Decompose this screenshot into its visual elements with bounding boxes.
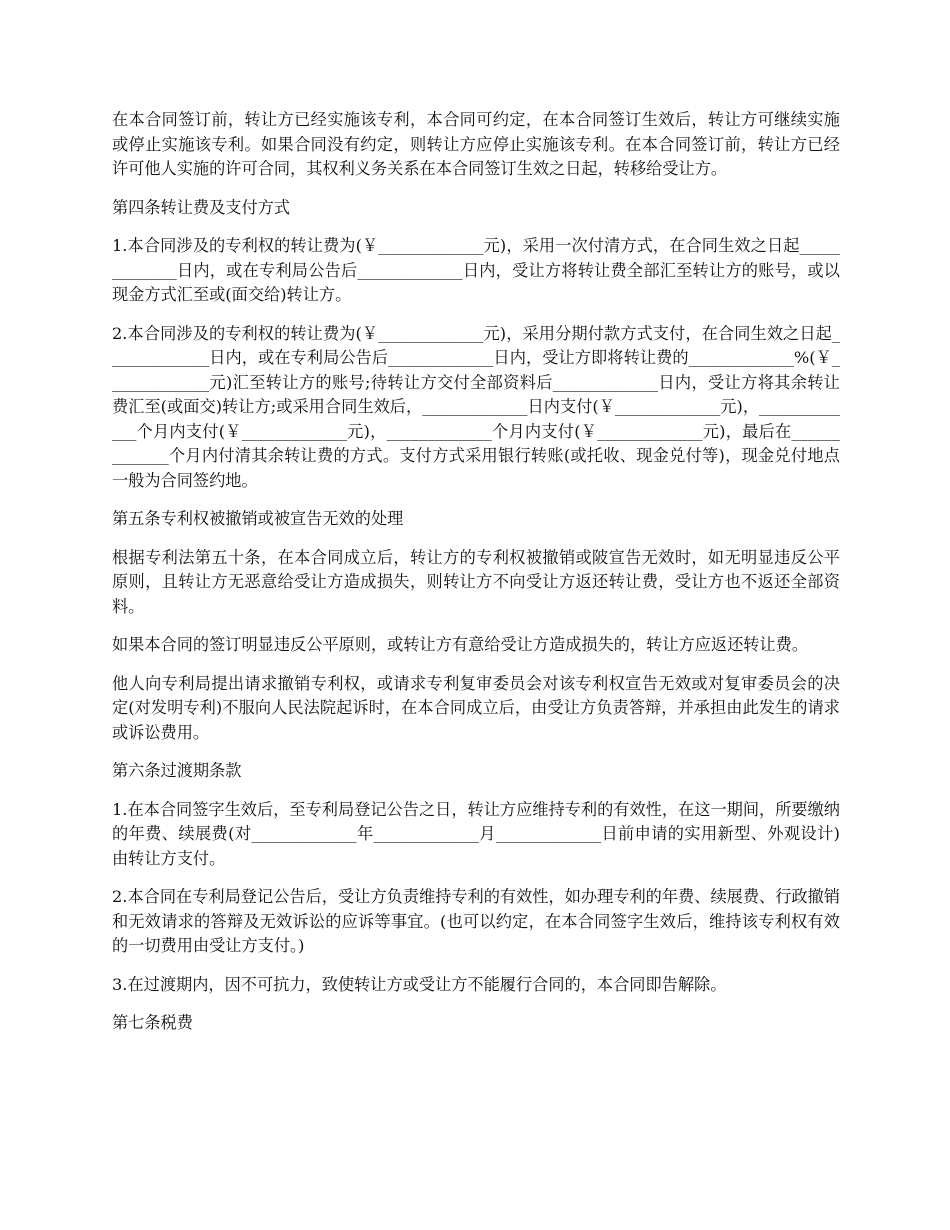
paragraph-lump-sum-payment: 1.本合同涉及的专利权的转让费为(￥_____________元)，采用一次付清方式，在合同生效之日起_____________日内，或在专利局公告后_____________日内，受让方将转让费全部汇至转让方的账号，或以现金方式汇至或(面交给)转让方。 <box>112 236 840 304</box>
paragraph-transition-maintenance: 1.在本合同签字生效后，至专利局登记公告之日，转让方应维持专利的有效性，在这一期间，所要缴纳的年费、续展费(对_____________年_____________月_____________日前申请的实用新型、外观设计)由转让方支付。 <box>112 799 840 868</box>
paragraph-fee-return: 如果本合同的签订明显违反公平原则，或转让方有意给受让方造成损失的，转让方应返还转让费。 <box>112 635 809 654</box>
paragraph-patent-invalidation: 根据专利法第五十条，在本合同成立后，转让方的专利权被撤销或陂宣告无效时，如无明显违反公平原则，且转让方无恶意给受让方造成损失，则转让方不向受让方返还转让费，受让方也不返还全部资料。 <box>112 547 840 616</box>
document-page <box>112 108 840 1050</box>
paragraph-installment-payment: 2.本合同涉及的专利权的转让费为(￥_____________元)，采用分期付款方式支付，在合同生效之日起_____________日内，或在专利局公告后_____________日内，受让方即将转让费的_____________%(￥_____________元)汇至转让方的账号;待转让方交付全部资料后_____________日内，受让方将其余转让费汇至(或面交)转让方;或采用合同生效后，_____________日内支付(￥_____________元)，_____________个月内支付(￥_____________元)，_____________个月内支付(￥_____________元)，最后在_____________个月内付清其余转让费的方式。支付方式采用银行转账(或托收、现金兑付等)，现金兑付地点一般为合同签约地。 <box>112 323 840 490</box>
paragraph-force-majeure: 3.在过渡期内，因不可抗力，致使转让方或受让方不能履行合同的，本合同即告解除。 <box>112 974 727 994</box>
paragraph-third-party-challenge: 他人向专利局提出请求撤销专利权，或请求专利复审委员会对该专利权宣告无效或对复审委员会的决定(对发明专利)不服向人民法院起诉时，在本合同成立后，由受让方负责答辩，并承担由此发生的请求或诉讼费用。 <box>112 673 840 742</box>
paragraph-implementation-before-signing: 在本合同签订前，转让方已经实施该专利，本合同可约定，在本合同签订生效后，转让方可继续实施或停止实施该专利。如果合同没有约定，则转让方应停止实施该专利。在本合同签订前，转让方已经许可他人实施的许可合同，其权利义务关系在本合同签订生效之日起，转移给受让方。 <box>112 110 840 178</box>
section-heading-article-4: 第四条转让费及支付方式 <box>112 197 291 217</box>
paragraph-post-announcement: 2.本合同在专利局登记公告后，受让方负责维持专利的有效性，如办理专利的年费、续展费、行政撤销和无效请求的答辩及无效诉讼的应诉等事宜。(也可以约定，在本合同签字生效后，维持该专利权有效的一切费用由受让方支付。) <box>112 887 840 955</box>
section-heading-article-7: 第七条税费 <box>112 1013 193 1032</box>
section-heading-article-5: 第五条专利权被撤销或被宣告无效的处理 <box>112 509 404 528</box>
section-heading-article-6: 第六条过渡期条款 <box>112 761 242 780</box>
